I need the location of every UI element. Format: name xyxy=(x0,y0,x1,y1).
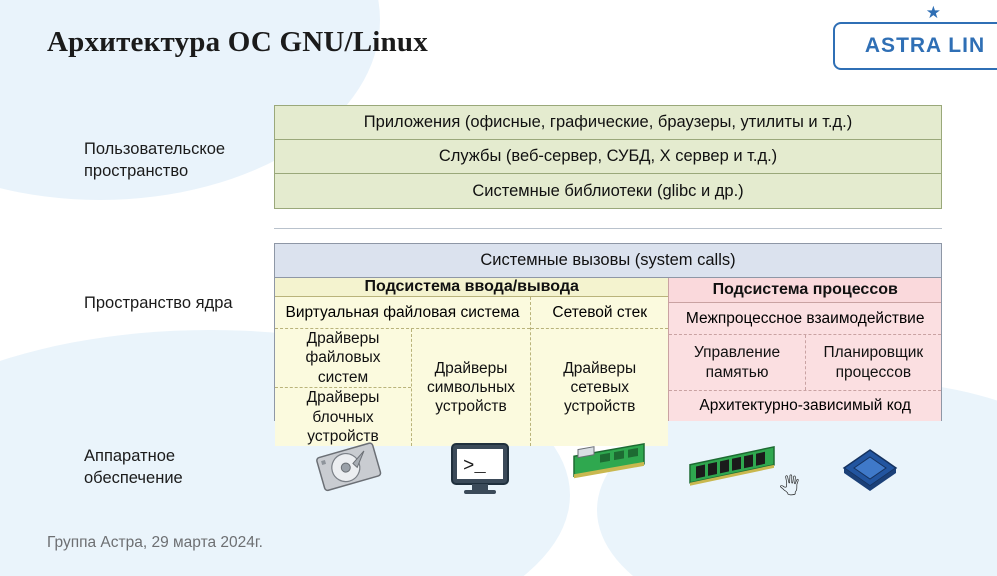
vfs-cell: Виртуальная файловая система xyxy=(275,297,530,329)
memory-module-icon xyxy=(684,440,780,501)
process-subsystem-header: Подсистема процессов xyxy=(669,278,941,303)
kernel-space-stack xyxy=(274,243,942,445)
user-space-row-system-libraries: Системные библиотеки (glibc и др.) xyxy=(275,174,941,208)
cpu-chip-icon xyxy=(834,440,906,501)
fs-drivers-cell: Драйверы файловых систем xyxy=(275,329,411,388)
char-drivers-cell: Драйверы символьных устройств xyxy=(427,359,515,416)
ipc-cell: Межпроцессное взаимодействие xyxy=(669,303,941,335)
astra-linux-logo-text: ASTRA LIN xyxy=(864,34,986,57)
arch-dependent-code-cell: Архитектурно-зависимый код xyxy=(699,397,911,414)
network-group xyxy=(531,297,668,446)
network-stack-cell: Сетевой стек xyxy=(531,297,668,329)
system-calls-row: Системные вызовы (system calls) xyxy=(275,244,941,278)
label-hardware: Аппаратное обеспечение xyxy=(84,447,183,488)
svg-text:>_: >_ xyxy=(463,455,486,477)
process-middle-row xyxy=(669,335,941,391)
process-scheduler-cell: Планировщик процессов xyxy=(823,344,924,381)
network-card-icon xyxy=(564,440,654,501)
user-space-stack xyxy=(274,105,942,209)
user-space-row-services: Службы (веб-сервер, СУБД, X сервер и т.д.) xyxy=(275,140,941,174)
io-subsystem-body xyxy=(275,297,668,446)
label-user-space: Пользовательское пространство xyxy=(84,140,226,181)
astra-linux-logo xyxy=(833,22,997,70)
io-left-group xyxy=(275,297,531,446)
star-icon: ★ xyxy=(925,3,941,22)
user-kernel-divider xyxy=(274,228,942,229)
page-title: Архитектура ОС GNU/Linux xyxy=(47,26,428,58)
hard-disk-icon xyxy=(310,440,386,501)
block-drivers-cell: Драйверы блочных устройств xyxy=(306,389,380,445)
io-drivers-group xyxy=(275,329,530,446)
io-subsystem-column xyxy=(275,278,669,445)
mouse-cursor: 🖑 xyxy=(779,477,800,498)
fs-and-block-drivers-column xyxy=(275,329,412,446)
slide-footer: Группа Астра, 29 марта 2024г. xyxy=(47,534,263,551)
hardware-icons-row xyxy=(274,430,942,500)
user-space-row-applications: Приложения (офисные, графические, браузеры, утилиты и т.д.) xyxy=(275,106,941,140)
label-kernel-space: Пространство ядра xyxy=(84,294,233,312)
memory-management-cell: Управление памятью xyxy=(669,335,805,390)
terminal-monitor-icon xyxy=(446,440,514,501)
process-subsystem-body xyxy=(669,303,941,421)
kernel-columns xyxy=(275,278,941,445)
io-subsystem-header: Подсистема ввода/вывода xyxy=(275,278,668,297)
process-subsystem-column xyxy=(669,278,941,421)
network-drivers-cell: Драйверы сетевых устройств xyxy=(563,359,637,416)
